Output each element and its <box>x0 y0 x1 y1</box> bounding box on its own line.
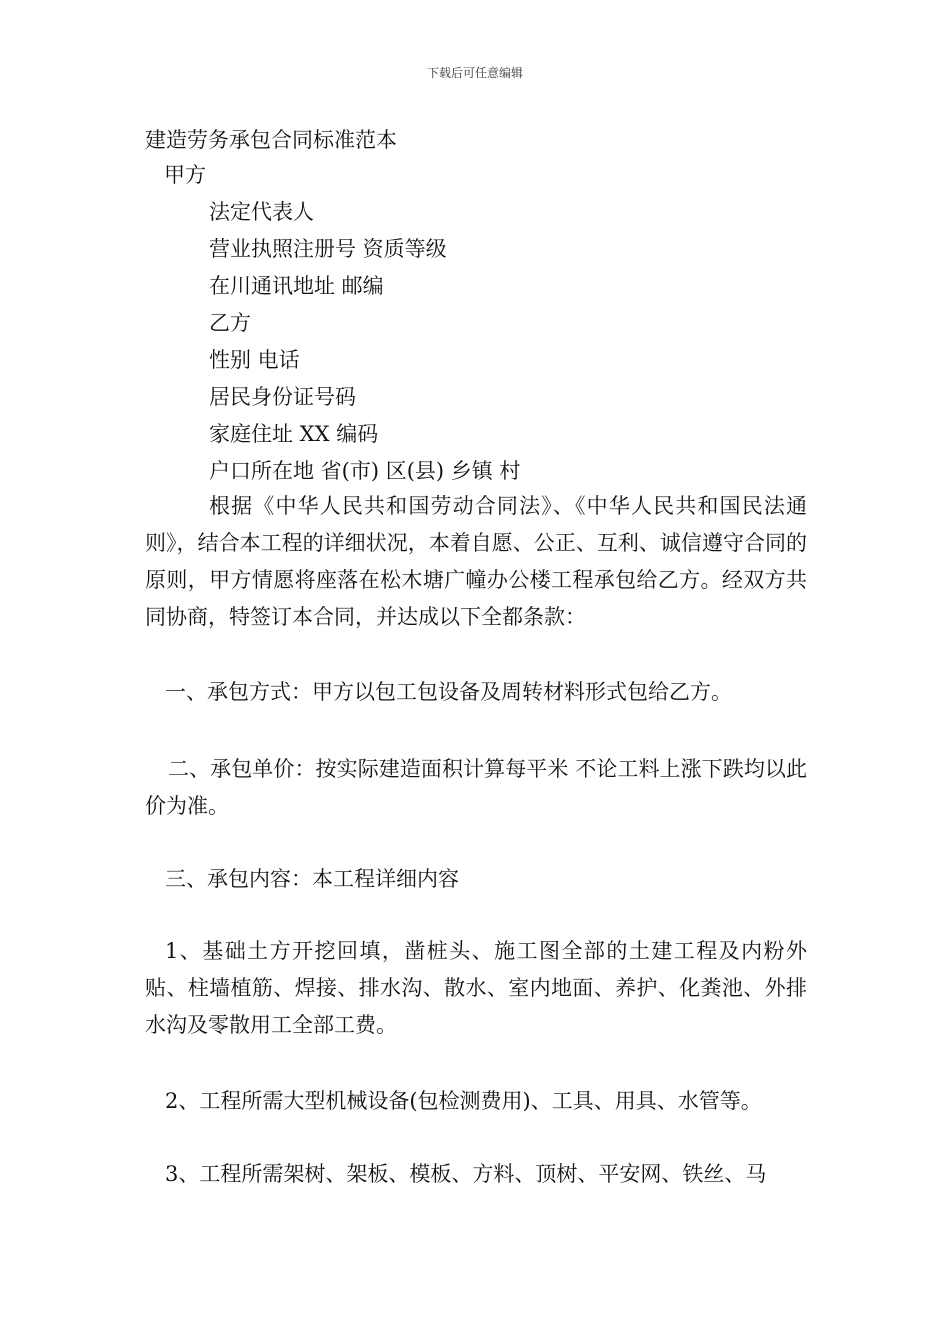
intro-paragraph: 根据《中华人民共和国劳动合同法》、《中华人民共和国民法通则》，结合本工程的详细状况，本着自愿、公正、互利、诚信遵守合同的原则，甲方情愿将座落在松木塘广幢办公楼工程承包给乙方。经双方共同协商，特签订本合同，并达成以下全都条款： <box>145 494 807 629</box>
page-header-note: 下载后可任意编辑 <box>426 66 523 80</box>
field-id-number: 居民身份证号码 <box>209 385 356 409</box>
party-b-label: 乙方 <box>209 311 251 335</box>
clause-contract-scope: 三、承包内容：本工程详细内容 <box>165 867 459 891</box>
field-address-postcode: 在川通讯地址 邮编 <box>209 274 384 298</box>
field-gender-phone: 性别 电话 <box>209 348 300 372</box>
clause-unit-price: 二、承包单价：按实际建造面积计算每平米 不论工料上涨下跌均以此价为准。 <box>145 757 807 818</box>
document-title: 建造劳务承包合同标准范本 <box>145 128 397 152</box>
field-home-address: 家庭住址 XX 编码 <box>209 422 379 446</box>
field-business-license: 营业执照注册号 资质等级 <box>209 237 447 261</box>
field-legal-representative: 法定代表人 <box>209 200 314 224</box>
scope-item-3: 3、工程所需架树、架板、模板、方料、顶树、平安网、铁丝、马 <box>165 1162 767 1186</box>
scope-item-2: 2、工程所需大型机械设备(包检测费用)、工具、用具、水管等。 <box>165 1089 762 1113</box>
clause-contract-method: 一、承包方式：甲方以包工包设备及周转材料形式包给乙方。 <box>165 680 732 704</box>
scope-item-1: 1、基础土方开挖回填，凿桩头、施工图全部的土建工程及内粉外贴、柱墙植筋、焊接、排水沟、散水、室内地面、养护、化粪池、外排水沟及零散用工全部工费。 <box>145 939 807 1037</box>
party-a-label: 甲方 <box>164 163 206 187</box>
field-household-registration: 户口所在地 省(市) 区(县) 乡镇 村 <box>209 459 521 483</box>
